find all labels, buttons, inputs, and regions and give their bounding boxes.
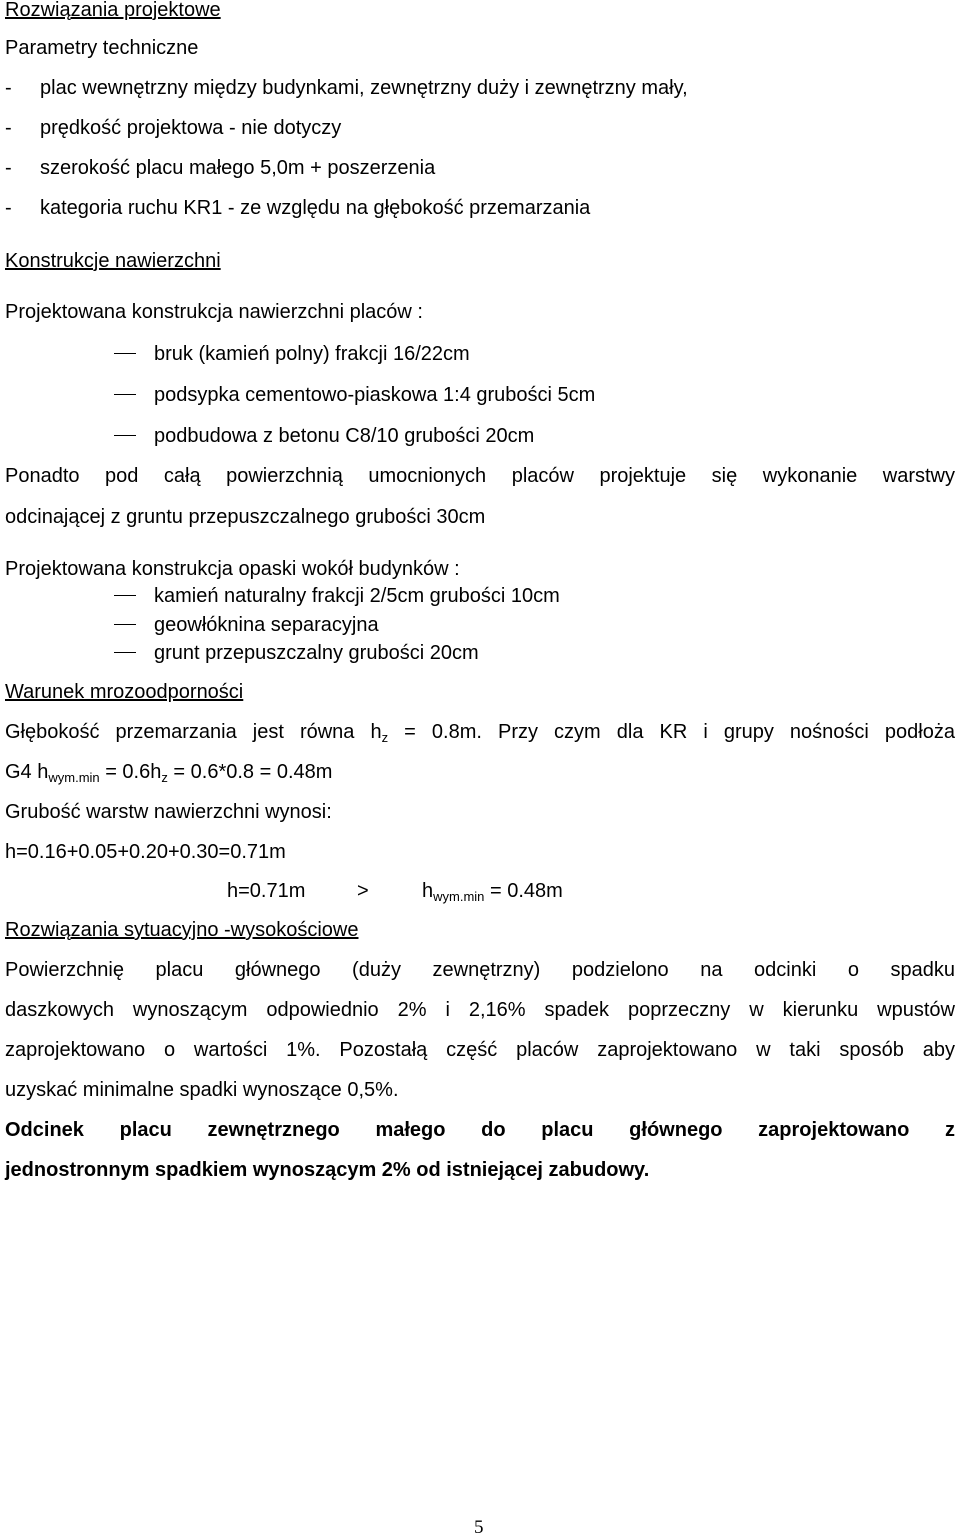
layer-item [154, 424, 534, 448]
layer-text: podbudowa z betonu C8/10 grubości 20cm [154, 425, 535, 447]
frost-text: = 0.6*0.8 = 0.48m [167, 761, 333, 783]
subscript: z [381, 730, 389, 745]
note-line: odcinającej z gruntu przepuszczalnego grubości 30cm [5, 506, 486, 528]
bullet-dash: - [5, 197, 12, 219]
params-item [5, 196, 590, 220]
apron-text: grunt przepuszczalny grubości 20cm [154, 642, 479, 664]
em-dash [114, 652, 136, 653]
params-item-text: plac wewnętrzny między budynkami, zewnętrzny duży i zewnętrzny mały, [40, 77, 688, 99]
frost-line-2 [5, 760, 332, 790]
site-p1-line: uzyskać minimalne spadki wynoszące 0,5%. [5, 1079, 399, 1101]
apron-item [154, 613, 379, 637]
layer-item [154, 383, 595, 407]
site-p1-line: Powierzchnię placu głównego (duży zewnętrzny) podzielono na odcinki o spadku [5, 959, 955, 981]
site-heading: Rozwiązania sytuacyjno -wysokościowe [5, 919, 359, 941]
subscript: z [161, 770, 168, 785]
apron-text: geowłóknina separacyjna [154, 614, 379, 636]
params-item [5, 156, 435, 180]
params-item [5, 116, 341, 140]
frost-line-3: Grubość warstw nawierzchni wynosi: [5, 801, 332, 823]
em-dash [114, 595, 136, 596]
page-number: 5 [474, 1517, 484, 1538]
heading-main: Rozwiązania projektowe [5, 0, 221, 21]
em-dash [114, 353, 136, 354]
site-p2-line: Odcinek placu zewnętrznego małego do placu głównego zaprojektowano z [5, 1119, 955, 1141]
frost-text: = 0.6h [99, 761, 162, 783]
comparison-left: h=0.71m [227, 880, 306, 902]
params-item-text: prędkość projektowa - nie dotyczy [40, 117, 342, 139]
frost-text: Głębokość przemarzania jest równa h [5, 721, 382, 743]
apron-intro: Projektowana konstrukcja opaski wokół budynków : [5, 558, 460, 580]
bullet-dash: - [5, 157, 12, 179]
layer-text: podsypka cementowo-piaskowa 1:4 grubości 5cm [154, 384, 596, 406]
construction-heading: Konstrukcje nawierzchni [5, 250, 221, 272]
site-p2-line: jednostronnym spadkiem wynoszącym 2% od istniejącej zabudowy. [5, 1159, 650, 1181]
frost-line-1 [5, 720, 955, 750]
subscript: wym.min [433, 889, 485, 904]
site-p1-line: zaprojektowano o wartości 1%. Pozostałą część placów zaprojektowano w taki sposób aby [5, 1039, 955, 1061]
params-item-text: szerokość placu małego 5,0m + poszerzenia [40, 157, 436, 179]
comparison-right [422, 879, 563, 909]
subscript: wym.min [48, 770, 100, 785]
layer-item [154, 342, 470, 366]
frost-text: G4 h [5, 761, 49, 783]
frost-line-4: h=0.16+0.05+0.20+0.30=0.71m [5, 841, 286, 863]
bullet-dash: - [5, 117, 12, 139]
em-dash [114, 435, 136, 436]
comparison-operator: > [357, 880, 369, 902]
apron-item [154, 641, 479, 665]
params-item [5, 76, 688, 100]
layer-text: bruk (kamień polny) frakcji 16/22cm [154, 343, 470, 365]
params-heading: Parametry techniczne [5, 37, 199, 59]
note-line: Ponadto pod całą powierzchnią umocnionych placów projektuje się wykonanie warstwy [5, 465, 955, 487]
frost-text: = 0.8m. Przy czym dla KR i grupy nośności podłoża [388, 721, 955, 743]
frost-text: = 0.48m [484, 880, 563, 902]
construction-intro: Projektowana konstrukcja nawierzchni placów : [5, 301, 423, 323]
frost-heading: Warunek mrozoodporności [5, 681, 244, 703]
bullet-dash: - [5, 77, 12, 99]
em-dash [114, 394, 136, 395]
params-item-text: kategoria ruchu KR1 - ze względu na głębokość przemarzania [40, 197, 591, 219]
frost-text: h [422, 880, 434, 902]
apron-item [154, 584, 560, 608]
em-dash [114, 624, 136, 625]
site-p1-line: daszkowych wynoszącym odpowiednio 2% i 2,16% spadek poprzeczny w kierunku wpustów [5, 999, 955, 1021]
apron-text: kamień naturalny frakcji 2/5cm grubości 10cm [154, 585, 560, 607]
